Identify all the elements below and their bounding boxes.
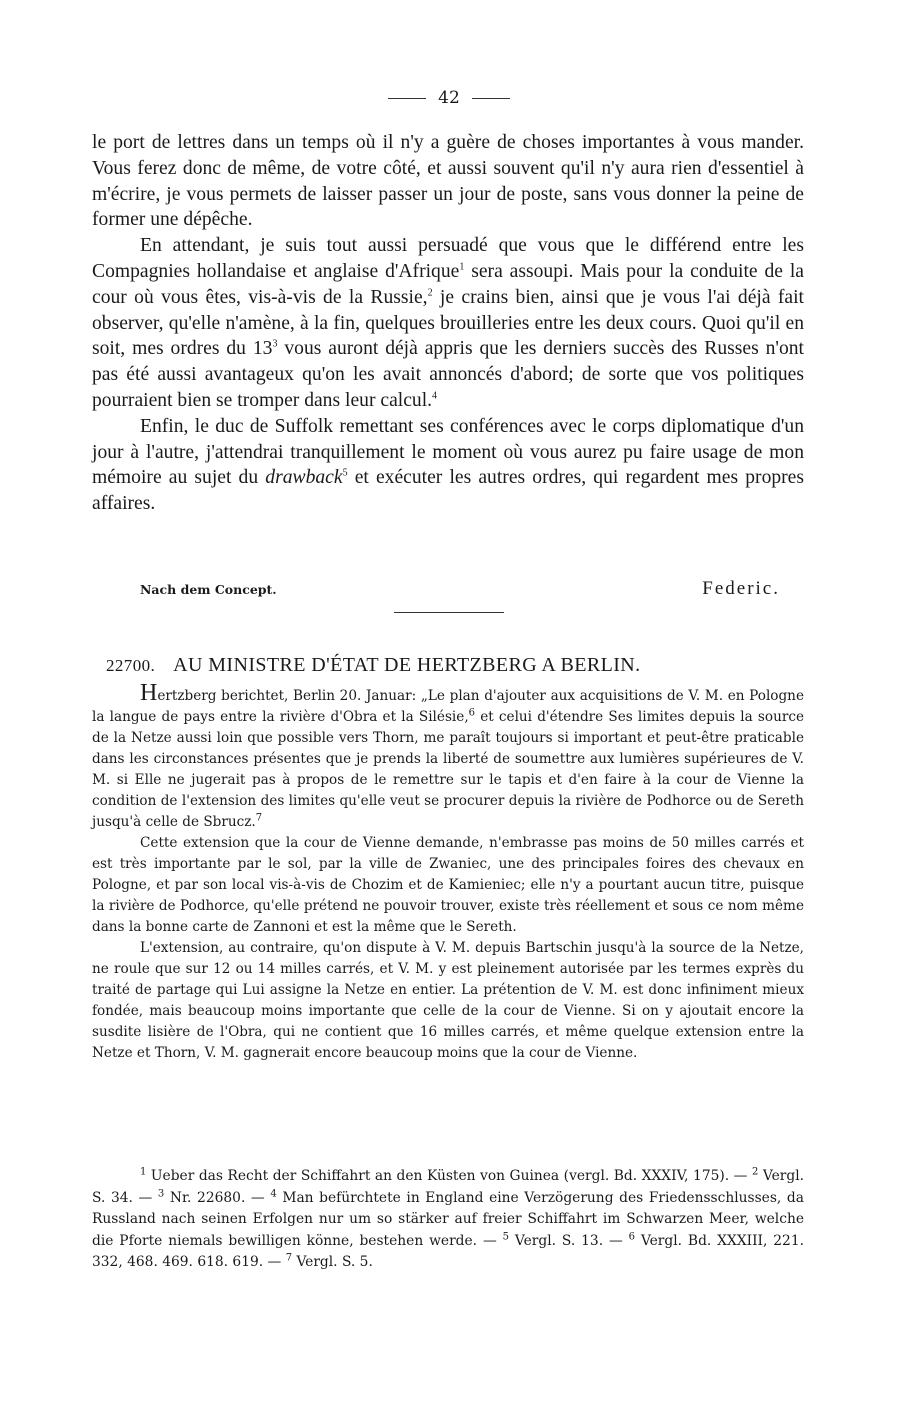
letter-p2-text-b: sera assoupi. Mais pour la conduite de la cour où vous êtes, vis-à-vis de la Russie,	[92, 260, 804, 308]
footnote-mark-6: 6	[628, 1230, 636, 1242]
footnote-mark-3: 3	[157, 1187, 165, 1199]
letter-paragraph-3	[92, 414, 804, 517]
footnote-text-2: Vergl. S. 34. —	[92, 1168, 804, 1206]
report-p1-text-a: ertzberg berichtet, Berlin 20. Januar: „Le plan d'ajouter aux acquisitions de V. M. en Pologne la langue de pays entre la rivière d'Obra et la Silésie,	[92, 688, 804, 725]
footnote-text-5: Vergl. S. 13. —	[509, 1232, 629, 1249]
page-header	[92, 88, 806, 108]
footnote-ref-6: 6	[468, 707, 476, 719]
letter-text	[92, 130, 804, 517]
report-initial: H	[140, 680, 158, 706]
letter-paragraph-2	[92, 233, 804, 414]
footnotes-paragraph	[92, 1166, 804, 1274]
header-rule-right	[472, 98, 510, 99]
footnote-mark-5: 5	[502, 1230, 510, 1242]
footnote-ref-7: 7	[255, 812, 263, 824]
document-number: 22700.	[106, 656, 156, 675]
footnote-text-3: Nr. 22680. —	[164, 1189, 271, 1206]
report-paragraph-2: Cette extension que la cour de Vienne demande, n'embrasse pas moins de 50 milles carrés et est très importante par le sol, par la ville de Zwaniec, une des principales foires des chevaux en Pologne, et par son local vis-à-vis de Chozim et de Kamieniec; elle n'y a pourtant aucun titre, puisque la rivière de Podhorce, qu'elle prétend ne pouvoir trouver, existe très réellement et sous ce nom même dans la bonne carte de Zannoni et est la même que le Sereth.	[92, 835, 804, 935]
footnote-ref-3: 3	[272, 338, 278, 350]
letter-p2-text-d: vous auront déjà appris que les derniers succès des Russes n'ont pas été aussi avantageux qu'on les avait annoncés d'abord; de sorte que vos politiques pourraient bien se tromper dans leur calcul.	[92, 338, 804, 411]
footnote-mark-1: 1	[140, 1166, 147, 1178]
signature-line	[140, 578, 780, 600]
letter-p3-text-b: et exécuter les autres ordres, qui regardent mes propres affaires.	[92, 467, 805, 515]
letter-paragraph-1: le port de lettres dans un temps où il n'y a guère de choses importantes à vous mander. Vous ferez donc de même, de votre côté, et aussi souvent qu'il n'y aura rien d'essentiel à m'écrire, je vous permets de laisser passer un jour de poste, sans vous donner la peine de former une dépêche.	[92, 132, 804, 231]
footnote-text-4: Man befürchtete in England eine Verzögerung des Friedensschlusses, da Russland nach seinen Erfolgen nur um so stärker auf freier Schiffahrt im Schwarzen Meer, welche die Pforte niemals bewilligen könne, bestehen werde. —	[92, 1189, 804, 1249]
document-title: AU MINISTRE D'ÉTAT DE HERTZBERG A BERLIN.	[173, 654, 641, 676]
header-rule-left	[388, 98, 426, 99]
footnote-mark-7: 7	[285, 1252, 293, 1264]
signature: Federic.	[702, 578, 780, 599]
footnotes	[92, 1166, 804, 1274]
footnote-mark-2: 2	[752, 1166, 759, 1178]
footnote-ref-1: 1	[459, 261, 465, 273]
report-paragraph-3: L'extension, au contraire, qu'on dispute à V. M. depuis Bartschin jusqu'à la source de la Netze, ne roule que sur 12 ou 14 milles carrés, et V. M. y est pleinement autorisée par les termes exprès du traité de partage qui Lui assigne la Netze en entier. La prétention de V. M. est donc infiniment mieux fondée, mais beaucoup moins importante que celle de la cour de Vienne. Si on y ajoutait encore la susdite lisière de l'Obra, qui ne contient que 16 milles carrés, et même quelque extension entre la Netze et Thorn, V. M. gagnerait encore beaucoup moins que la cour de Vienne.	[92, 940, 804, 1061]
letter-p2-text-a: En attendant, je suis tout aussi persuadé que vous que le différend entre les Compagnies hollandaise et anglaise d'Afrique	[92, 235, 804, 282]
report-p1-text-b: et celui d'étendre Ses limites depuis la source de la Netze aussi loin que possible vers Thorn, me paraît toujours si important et peut-être praticable dans les circonstances présentes que je prends la liberté de soumettre aux lumières supérieures de V. M. si Elle ne jugerait pas à propos de le remettre sur le tapis et d'en faire à la cour de Vienne la condition de l'extension des limites qu'elle veut se procurer depuis la rivière de Podhorce ou de Sereth jusqu'à celle de Sbrucz.	[92, 709, 804, 830]
footnote-ref-5: 5	[342, 467, 348, 479]
document-heading	[106, 654, 806, 677]
source-note: Nach dem Concept.	[140, 582, 277, 597]
footnote-ref-2: 2	[427, 287, 433, 299]
letter-p2-text-c: je crains bien, ainsi que je vous l'ai déjà fait observer, qu'elle n'amène, à la fin, quelques brouilleries entre les deux cours. Quoi qu'il en soit, mes ordres du 13	[92, 286, 805, 360]
letter-p3-text-a: Enfin, le duc de Suffolk remettant ses conférences avec le corps diplomatique d'un jour à l'autre, j'attendrai tranquillement le moment où vous aurez pu faire usage de mon mémoire au sujet du	[92, 415, 804, 489]
report-paragraph-1	[92, 680, 804, 833]
page-number: 42	[438, 88, 460, 108]
footnote-text-1: Ueber das Recht der Schiffahrt an den Küsten von Guinea (vergl. Bd. XXXIV, 175). —	[146, 1168, 752, 1184]
letter-p3-italic: drawback	[265, 467, 343, 489]
footnote-mark-4: 4	[270, 1187, 277, 1199]
report-text	[92, 680, 804, 1064]
footnote-text-7: Vergl. S. 5.	[292, 1254, 373, 1270]
footnote-text-6: Vergl. Bd. XXXIII, 221. 332, 468. 469. 618. 619. —	[92, 1232, 804, 1270]
footnote-ref-4: 4	[432, 390, 438, 402]
section-divider	[394, 612, 504, 613]
